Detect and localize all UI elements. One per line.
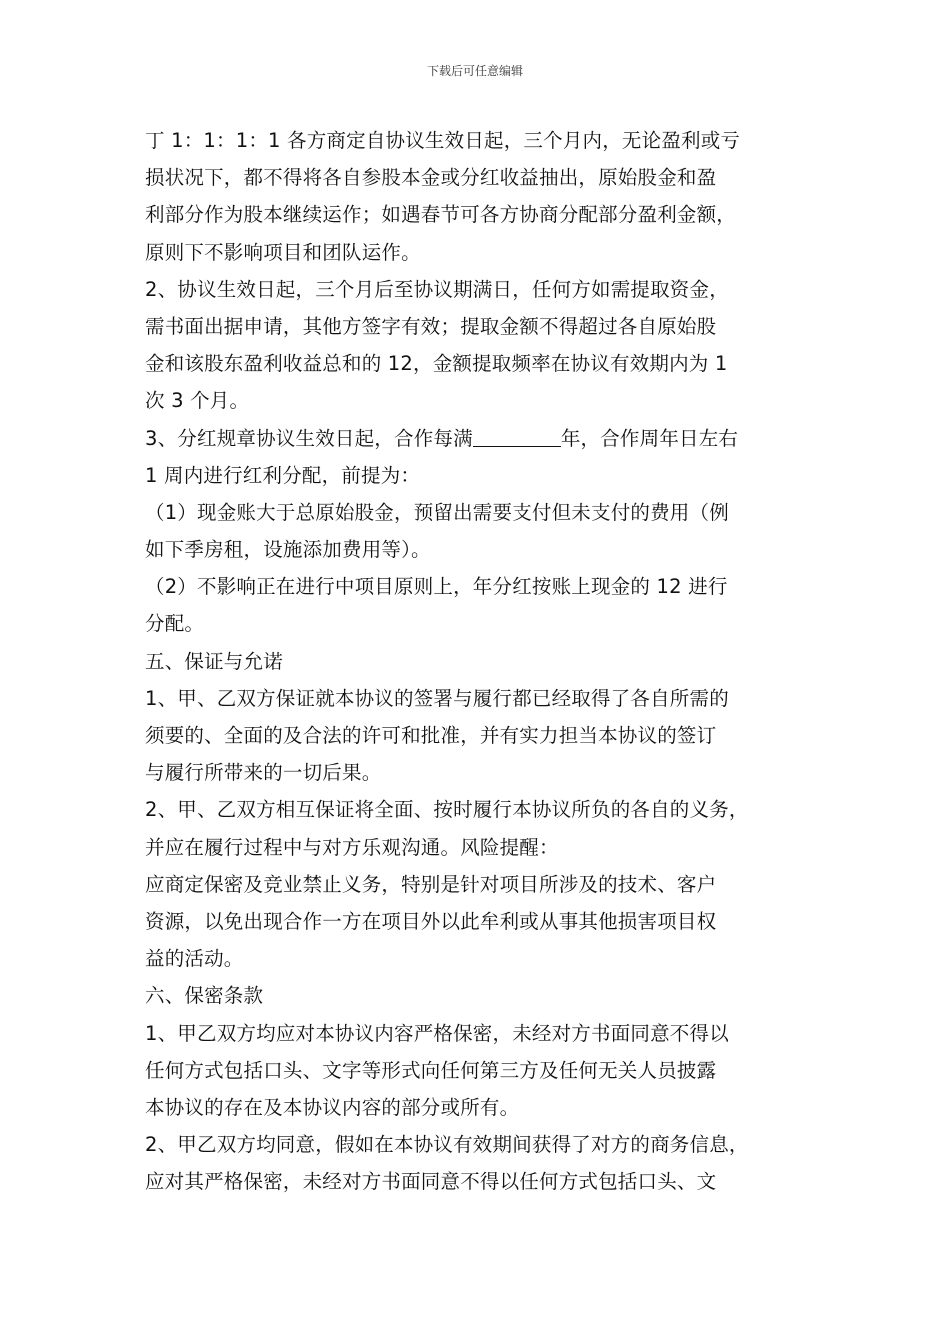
text-line: 2、甲乙双方均同意，假如在本协议有效期间获得了对方的商务信息，: [145, 1133, 749, 1157]
text-line: 应商定保密及竞业禁止义务，特别是针对项目所涉及的技术、客户: [145, 872, 717, 896]
text-line: 与履行所带来的一切后果。: [145, 761, 382, 785]
text-line: （2）不影响正在进行中项目原则上，年分红按账上现金的 12 进行: [145, 575, 728, 599]
blank-line-before: 3、分红规章协议生效日起，合作每满: [145, 426, 473, 450]
text-line: 须要的、全面的及合法的许可和批准，并有实力担当本协议的签订: [145, 724, 717, 747]
text-line: （1）现金账大于总原始股金，预留出需要支付但未支付的费用（例: [145, 500, 729, 524]
text-line: 需书面出据申请，其他方签字有效；提取金额不得超过各自原始股: [145, 314, 717, 338]
text-line: 应对其严格保密，未经对方书面同意不得以任何方式包括口头、文: [145, 1170, 717, 1194]
text-line: 益的活动。: [145, 947, 244, 971]
section-heading: 五、保证与允诺: [145, 649, 283, 673]
text-line: 次 3 个月。: [145, 389, 250, 413]
text-line: 金和该股东盈利收益总和的 12，金额提取频率在协议有效期内为 1: [145, 352, 728, 376]
text-line-with-blank: [145, 420, 815, 457]
text-line: 2、甲、乙双方相互保证将全面、按时履行本协议所负的各自的义务，: [145, 798, 749, 822]
text-line: 原则下不影响项目和团队运作。: [145, 240, 421, 264]
text-line: 并应在履行过程中与对方乐观沟通。风险提醒：: [145, 835, 559, 859]
section-heading: 六、保密条款: [145, 984, 264, 1008]
text-line: 利部分作为股本继续运作；如遇春节可各方协商分配部分盈利金额，: [145, 203, 737, 227]
text-line: 1 周内进行红利分配，前提为：: [145, 463, 421, 487]
text-line: 分配。: [145, 612, 205, 636]
text-line: 资源，以免出现合作一方在项目外以此牟利或从事其他损害项目权: [145, 909, 717, 933]
text-line: 丁 1：1：1：1 各方商定自协议生效日起，三个月内，无论盈利或亏: [145, 129, 741, 152]
text-line: 本协议的存在及本协议内容的部分或所有。: [145, 1095, 520, 1119]
document-body: [145, 122, 815, 1200]
text-line: 2、协议生效日起，三个月后至协议期满日，任何方如需提取资金，: [145, 277, 729, 301]
text-line: 1、甲乙双方均应对本协议内容严格保密，未经对方书面同意不得以: [145, 1021, 729, 1045]
fill-in-blank: [473, 426, 561, 447]
page-header-note: 下载后可任意编辑: [426, 64, 523, 78]
text-line: 如下季房租，设施添加费用等）。: [145, 538, 431, 562]
text-line: 损状况下，都不得将各自参股本金或分红收益抽出，原始股金和盈: [145, 166, 717, 190]
blank-line-after: 年，合作周年日左右: [560, 426, 739, 450]
text-line: 1、甲、乙双方保证就本协议的签署与履行都已经取得了各自所需的: [145, 686, 729, 710]
text-line: 任何方式包括口头、文字等形式向任何第三方及任何无关人员披露: [145, 1058, 717, 1082]
